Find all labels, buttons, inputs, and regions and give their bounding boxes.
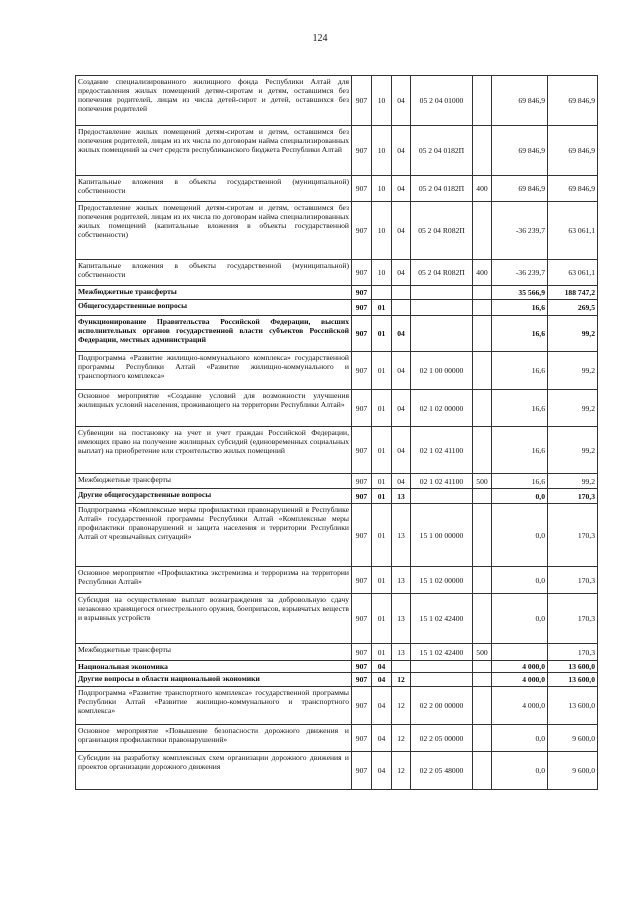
row-subsection: 13 [392,567,411,594]
row-total-amount: 63 061,1 [548,202,598,260]
row-expense-type: 400 [473,260,492,286]
row-section: 01 [372,504,392,567]
page-number: 124 [312,33,328,44]
row-grbs: 907 [352,474,372,489]
row-total-amount: 170,3 [548,567,598,594]
row-subsection [392,300,411,316]
row-change-amount: 16,6 [492,352,548,390]
row-target-article [411,673,473,687]
row-subsection: 12 [392,687,411,725]
table-row [76,260,598,286]
table-row [76,567,598,594]
row-grbs: 907 [352,176,372,202]
row-target-article: 02 1 00 00000 [411,352,473,390]
row-total-amount: 170,3 [548,644,598,661]
row-change-amount: 69 846,9 [492,126,548,176]
row-expense-type [473,504,492,567]
row-total-amount: 99,2 [548,390,598,427]
row-target-article: 02 2 05 00000 [411,725,473,752]
row-subsection: 04 [392,474,411,489]
row-section: 04 [372,661,392,673]
row-name: Подпрограмма «Развитие жилищно-коммунального комплекса» государственной программы Республики Алтай «Развитие жилищно-коммунального и транспортного комплекса» [76,352,352,390]
row-name: Создание специализированного жилищного фонда Республики Алтай для предоставления жилых помещений детям-сиротам и детям, оставшимся без попечения родителей, лицам из числа детей-сирот и детей, оставшихся без попечения родителей [76,76,352,126]
row-subsection: 12 [392,752,411,790]
row-expense-type [473,286,492,300]
row-subsection: 12 [392,725,411,752]
row-target-article [411,661,473,673]
row-total-amount: 69 846,9 [548,176,598,202]
row-name: Функционирование Правительства Российской Федерации, высших исполнительных органов государственной власти субъектов Российской Федерации, местных администраций [76,316,352,352]
row-total-amount: 170,3 [548,489,598,504]
row-section: 01 [372,567,392,594]
row-grbs: 907 [352,76,372,126]
row-expense-type [473,687,492,725]
row-expense-type [473,427,492,474]
row-name: Основное мероприятие «Профилактика экстремизма и терроризма на территории Республики Алтай» [76,567,352,594]
table-row [76,661,598,673]
row-total-amount: 99,2 [548,474,598,489]
row-total-amount: 13 600,0 [548,673,598,687]
row-target-article: 02 1 02 41100 [411,427,473,474]
row-section: 01 [372,390,392,427]
row-name: Общегосударственные вопросы [76,300,352,316]
row-name: Национальная экономика [76,661,352,673]
row-change-amount: 69 846,9 [492,176,548,202]
row-grbs: 907 [352,644,372,661]
row-name: Межбюджетные трансферты [76,286,352,300]
row-target-article [411,300,473,316]
row-target-article: 15 1 02 42400 [411,644,473,661]
row-section: 10 [372,202,392,260]
row-grbs: 907 [352,427,372,474]
row-total-amount: 188 747,2 [548,286,598,300]
row-expense-type [473,300,492,316]
table-row [76,752,598,790]
row-expense-type [473,352,492,390]
row-subsection: 04 [392,126,411,176]
row-total-amount: 9 600,0 [548,725,598,752]
row-change-amount: 16,6 [492,300,548,316]
row-total-amount: 13 600,0 [548,661,598,673]
row-change-amount: -36 239,7 [492,260,548,286]
row-change-amount: 16,6 [492,474,548,489]
row-subsection [392,661,411,673]
row-total-amount: 99,2 [548,316,598,352]
row-subsection: 12 [392,673,411,687]
row-section: 10 [372,176,392,202]
row-grbs: 907 [352,752,372,790]
row-change-amount: 0,0 [492,752,548,790]
row-change-amount: 4 000,0 [492,661,548,673]
row-subsection: 04 [392,352,411,390]
row-change-amount: 16,6 [492,390,548,427]
row-target-article: 02 2 05 48000 [411,752,473,790]
row-target-article: 05 2 04 0182П [411,126,473,176]
row-name: Предоставление жилых помещений детям-сиротам и детям, оставшимся без попечения родителей, лицам из их числа по договорам найма специализированных жилых помещений (капитальные вложения в объекты государственной собственности) [76,202,352,260]
row-target-article: 05 2 04 R082П [411,260,473,286]
table-row [76,504,598,567]
row-total-amount: 69 846,9 [548,126,598,176]
row-expense-type [473,594,492,644]
row-change-amount: 0,0 [492,594,548,644]
row-grbs: 907 [352,390,372,427]
row-grbs: 907 [352,202,372,260]
table-row [76,489,598,504]
row-name: Субвенции на постановку на учет и учет граждан Российской Федерации, имеющих право на получение жилищных субсидий (единовременных социальных выплат) на приобретение или строительство жилых помещений [76,427,352,474]
row-total-amount: 99,2 [548,427,598,474]
table-row [76,644,598,661]
row-expense-type [473,673,492,687]
row-section: 01 [372,352,392,390]
row-target-article: 05 2 04 R082П [411,202,473,260]
row-target-article: 02 1 02 00000 [411,390,473,427]
row-total-amount: 13 600,0 [548,687,598,725]
row-grbs: 907 [352,661,372,673]
row-change-amount: 16,6 [492,427,548,474]
row-subsection: 04 [392,202,411,260]
row-section: 04 [372,725,392,752]
row-target-article: 05 2 04 0182П [411,176,473,202]
row-grbs: 907 [352,725,372,752]
row-grbs: 907 [352,260,372,286]
table-row [76,427,598,474]
row-target-article: 15 1 02 00000 [411,567,473,594]
row-total-amount: 99,2 [548,352,598,390]
row-expense-type [473,390,492,427]
row-name: Другие вопросы в области национальной экономики [76,673,352,687]
table-row [76,202,598,260]
row-name: Межбюджетные трансферты [76,644,352,661]
table-row [76,390,598,427]
row-expense-type [473,752,492,790]
row-section [372,286,392,300]
budget-table [75,75,598,790]
row-expense-type [473,567,492,594]
row-grbs: 907 [352,594,372,644]
row-section: 01 [372,474,392,489]
row-section: 04 [372,687,392,725]
table-row [76,316,598,352]
row-subsection: 04 [392,427,411,474]
row-section: 10 [372,126,392,176]
row-expense-type [473,76,492,126]
row-change-amount: 0,0 [492,567,548,594]
row-section: 01 [372,316,392,352]
row-name: Субсидии на разработку комплексных схем организации дорожного движения и проектов организации дорожного движения [76,752,352,790]
table-row [76,76,598,126]
row-change-amount: 69 846,9 [492,76,548,126]
row-change-amount: 16,6 [492,316,548,352]
row-subsection: 13 [392,489,411,504]
row-name: Межбюджетные трансферты [76,474,352,489]
row-section: 10 [372,260,392,286]
table-row [76,474,598,489]
row-subsection: 04 [392,260,411,286]
row-target-article: 05 2 04 01000 [411,76,473,126]
row-name: Другие общегосударственные вопросы [76,489,352,504]
row-change-amount [492,644,548,661]
row-change-amount: 0,0 [492,504,548,567]
row-change-amount: 4 000,0 [492,687,548,725]
row-total-amount: 9 600,0 [548,752,598,790]
table-row [76,176,598,202]
row-expense-type: 500 [473,644,492,661]
row-section: 01 [372,489,392,504]
row-name: Предоставление жилых помещений детям-сиротам и детям, оставшимся без попечения родителей, лицам из их числа по договорам найма специализированных жилых помещений за счет средств республиканского бюджета Республики Алтай [76,126,352,176]
row-section: 01 [372,594,392,644]
row-grbs: 907 [352,126,372,176]
table-row [76,725,598,752]
row-section: 01 [372,644,392,661]
row-grbs: 907 [352,504,372,567]
table-row [76,594,598,644]
row-grbs: 907 [352,300,372,316]
row-grbs: 907 [352,673,372,687]
row-target-article: 02 2 00 00000 [411,687,473,725]
row-subsection [392,286,411,300]
row-total-amount: 269,5 [548,300,598,316]
table-row [76,286,598,300]
table-row [76,300,598,316]
row-target-article [411,286,473,300]
row-grbs: 907 [352,352,372,390]
row-change-amount: 0,0 [492,489,548,504]
row-expense-type: 400 [473,176,492,202]
row-section: 01 [372,300,392,316]
row-name: Подпрограмма «Комплексные меры профилактики правонарушений в Республике Алтай» государственной программы Республики Алтай «Комплексные меры профилактики правонарушений и защита населения и территории Республики Алтай от чрезвычайных ситуаций» [76,504,352,567]
row-subsection: 13 [392,504,411,567]
row-subsection: 04 [392,316,411,352]
row-total-amount: 69 846,9 [548,76,598,126]
row-section: 01 [372,427,392,474]
row-name: Капитальные вложения в объекты государственной (муниципальной) собственности [76,176,352,202]
row-expense-type [473,316,492,352]
row-section: 04 [372,752,392,790]
row-target-article [411,316,473,352]
row-change-amount: 35 566,9 [492,286,548,300]
row-expense-type: 500 [473,474,492,489]
row-expense-type [473,126,492,176]
row-expense-type [473,202,492,260]
row-name: Подпрограмма «Развитие транспортного комплекса» государственной программы Республики Алтай «Развитие жилищно-коммунального и транспортного комплекса» [76,687,352,725]
row-subsection: 13 [392,594,411,644]
table-row [76,687,598,725]
row-target-article: 02 1 02 41100 [411,474,473,489]
row-total-amount: 170,3 [548,504,598,567]
table-row [76,352,598,390]
row-subsection: 13 [392,644,411,661]
row-grbs: 907 [352,687,372,725]
row-grbs: 907 [352,286,372,300]
row-total-amount: 63 061,1 [548,260,598,286]
row-name: Субсидия на осуществление выплат вознаграждения за добровольную сдачу незаконно хранящегося огнестрельного оружия, боеприпасов, взрывчатых веществ и взрывных устройств [76,594,352,644]
row-name: Основное мероприятие «Повышение безопасности дорожного движения и организация профилактики правонарушений» [76,725,352,752]
table-row [76,126,598,176]
row-change-amount: 0,0 [492,725,548,752]
row-grbs: 907 [352,567,372,594]
row-change-amount: -36 239,7 [492,202,548,260]
row-grbs: 907 [352,489,372,504]
row-expense-type [473,725,492,752]
row-target-article: 15 1 00 00000 [411,504,473,567]
row-subsection: 04 [392,176,411,202]
row-change-amount: 4 000,0 [492,673,548,687]
row-total-amount: 170,3 [548,594,598,644]
row-section: 10 [372,76,392,126]
row-subsection: 04 [392,76,411,126]
row-grbs: 907 [352,316,372,352]
row-expense-type [473,489,492,504]
row-name: Основное мероприятие «Создание условий для возможности улучшения жилищных условий населения, проживающего на территории Республики Алтай» [76,390,352,427]
row-target-article: 15 1 02 42400 [411,594,473,644]
row-subsection: 04 [392,390,411,427]
row-section: 04 [372,673,392,687]
row-name: Капитальные вложения в объекты государственной (муниципальной) собственности [76,260,352,286]
table-row [76,673,598,687]
row-expense-type [473,661,492,673]
row-target-article [411,489,473,504]
